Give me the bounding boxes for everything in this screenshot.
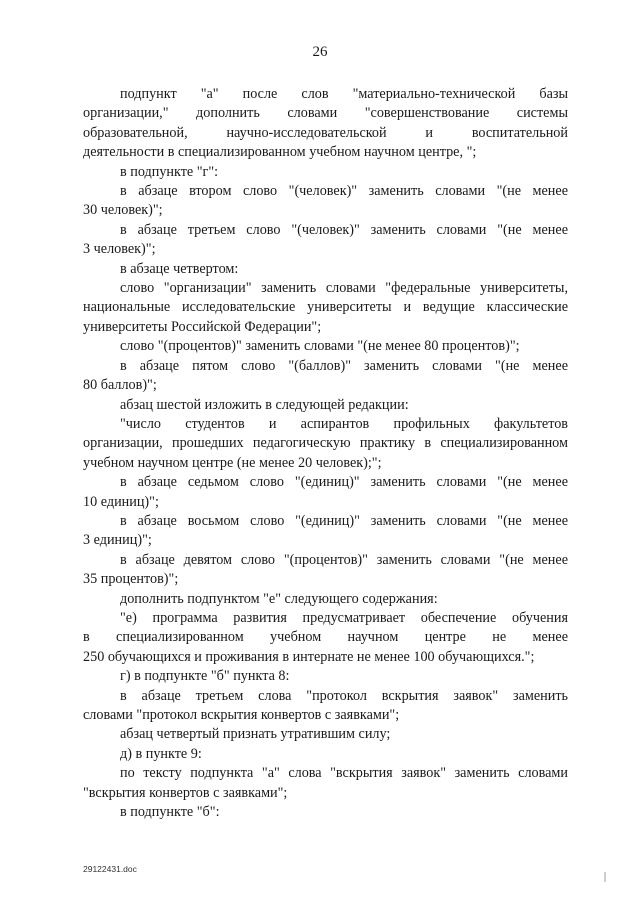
paragraph-line: в абзаце третьем слова "протокол вскрытия заявок" заменить [120, 687, 568, 704]
paragraph [83, 725, 568, 744]
paragraph [83, 279, 568, 337]
paragraph [83, 803, 568, 822]
page-number: 26 [312, 44, 328, 60]
paragraph-line: абзац шестой изложить в следующей редакции: [120, 396, 409, 413]
paragraph-line: абзац четвертый признать утратившим силу; [120, 726, 391, 743]
paragraph-line: национальные исследовательские университеты и ведущие классические [83, 299, 568, 316]
paragraph-line: в абзаце восьмом слово "(единиц)" заменить словами "(не менее [120, 512, 568, 529]
paragraph-line: в абзаце девятом слово "(процентов)" заменить словами "(не менее [120, 551, 568, 568]
paragraph-line: в специализированном учебном научном центре не менее [83, 629, 568, 646]
paragraph [83, 337, 568, 356]
paragraph-line: учебном научном центре (не менее 20 человек);"; [83, 454, 382, 471]
paragraph [83, 163, 568, 182]
paragraph-line: д) в пункте 9: [120, 745, 202, 762]
paragraph [83, 415, 568, 473]
paragraph-line: 3 человек)"; [83, 241, 156, 258]
paragraph-line: дополнить подпунктом "е" следующего содержания: [120, 590, 438, 607]
paragraph [83, 260, 568, 279]
paragraph-line: университеты Российской Федерации"; [83, 318, 322, 335]
paragraph [83, 551, 568, 590]
paragraph [83, 85, 568, 163]
paragraph-line: 30 человек)"; [83, 202, 163, 219]
paragraph-line: "вскрытия конвертов с заявками"; [83, 784, 288, 801]
paragraph [83, 687, 568, 726]
paragraph [83, 473, 568, 512]
paragraph [83, 512, 568, 551]
paragraph-line: 80 баллов)"; [83, 377, 157, 394]
paragraph [83, 396, 568, 415]
paragraph-line: в подпункте "г": [120, 163, 219, 180]
paragraph-line: в абзаце пятом слово "(баллов)" заменить словами "(не менее [120, 357, 568, 374]
paragraph-line: в абзаце седьмом слово "(единиц)" заменить словами "(не менее [120, 474, 568, 491]
paragraph-line: деятельности в специализированном учебном научном центре, "; [83, 144, 477, 161]
paragraph-line: г) в подпункте "б" пункта 8: [120, 668, 290, 685]
paragraph-line: образовательной, научно-исследовательской и воспитательной [83, 124, 568, 141]
paragraph-line: 35 процентов)"; [83, 571, 179, 588]
document-body [83, 85, 568, 822]
scan-edge-mark [604, 872, 606, 882]
paragraph-line: по тексту подпункта "а" слова "вскрытия заявок" заменить словами [120, 765, 568, 782]
paragraph-line: слово "(процентов)" заменить словами "(не менее 80 процентов)"; [120, 338, 520, 355]
paragraph-line: "число студентов и аспирантов профильных факультетов [120, 415, 568, 432]
paragraph-line: организации, прошедших педагогическую практику в специализированном [83, 435, 568, 452]
paragraph-line: словами "протокол вскрытия конвертов с заявками"; [83, 707, 400, 723]
paragraph-line: 250 обучающихся и проживания в интернате не менее 100 обучающихся."; [83, 648, 535, 665]
paragraph-line: в абзаце втором слово "(человек)" заменить словами "(не менее [120, 183, 568, 200]
paragraph [83, 357, 568, 396]
paragraph [83, 745, 568, 764]
paragraph-line: 10 единиц)"; [83, 493, 159, 510]
paragraph-line: слово "организации" заменить словами "федеральные университеты, [120, 280, 568, 297]
paragraph-line: в подпункте "б": [120, 804, 220, 821]
paragraph-line: в абзаце четвертом: [120, 260, 239, 277]
paragraph [83, 182, 568, 221]
paragraph [83, 667, 568, 686]
paragraph [83, 221, 568, 260]
paragraph-line: "е) программа развития предусматривает обеспечение обучения [120, 609, 568, 626]
footer-filename: 29122431.doc [83, 864, 137, 874]
paragraph [83, 590, 568, 609]
paragraph-line: организации," дополнить словами "совершенствование системы [83, 105, 568, 122]
paragraph [83, 609, 568, 667]
paragraph-line: 3 единиц)"; [83, 532, 152, 549]
paragraph [83, 764, 568, 803]
paragraph-line: в абзаце третьем слово "(человек)" заменить словами "(не менее [120, 221, 568, 238]
paragraph-line: подпункт "а" после слов "материально-технической базы [120, 86, 568, 102]
